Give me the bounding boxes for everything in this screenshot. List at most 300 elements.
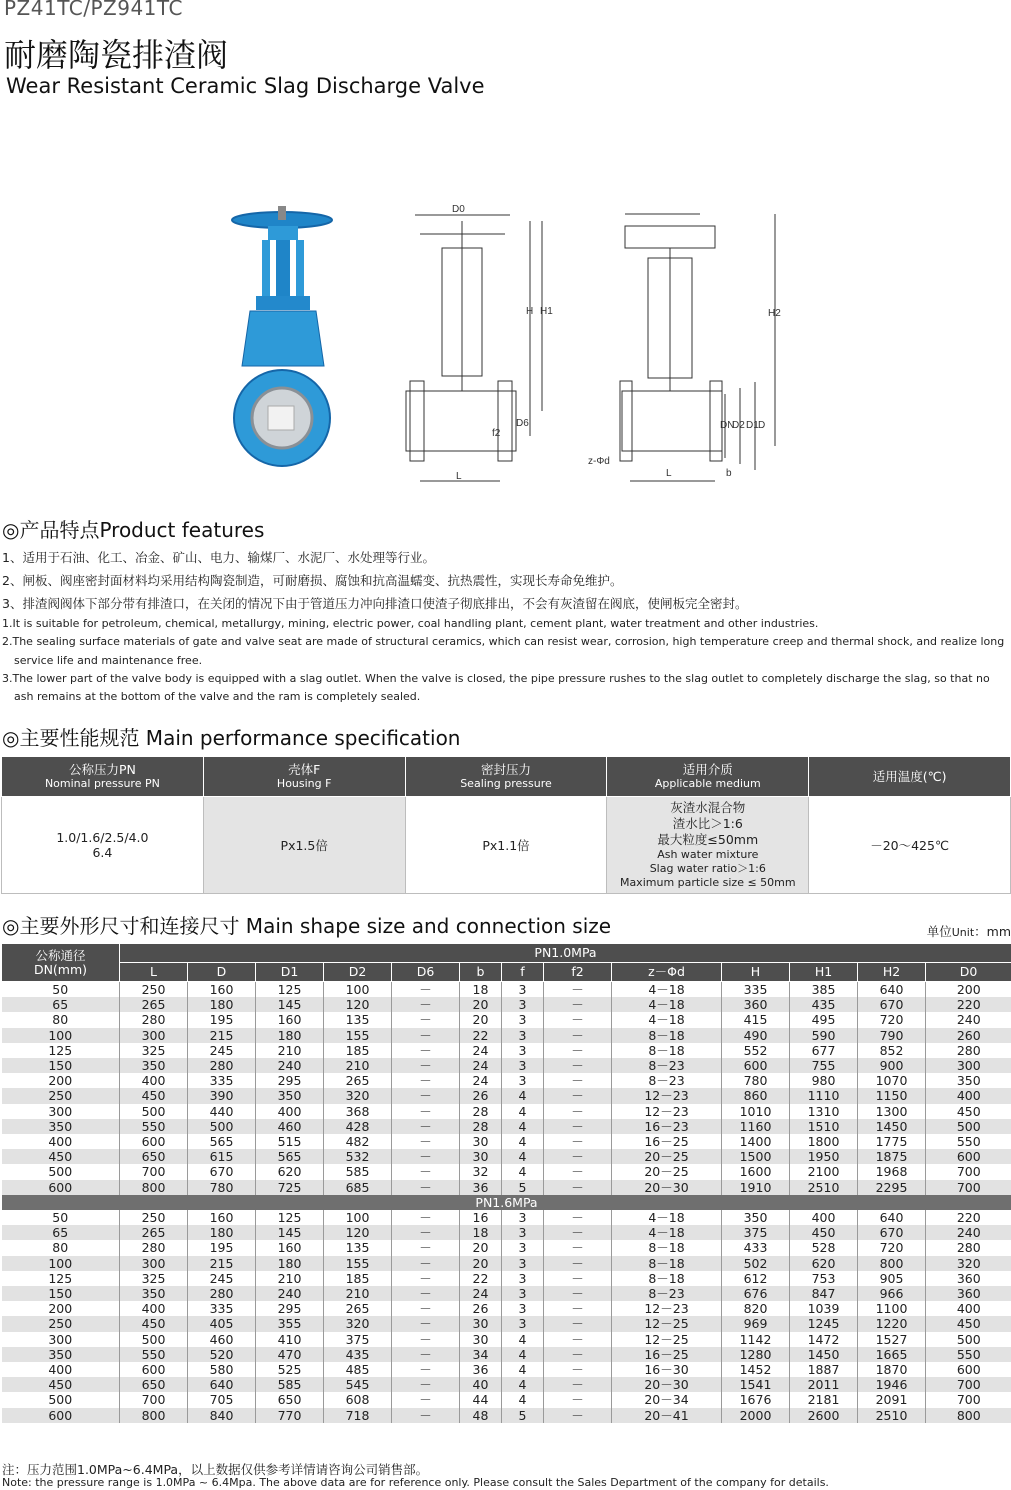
perf-header-pressure-cn: 公称压力PN — [68, 761, 136, 777]
table-cell: － — [392, 1240, 460, 1255]
table-cell: 608 — [324, 1392, 392, 1407]
table-cell: 125 — [48, 1042, 73, 1058]
table-cell: － — [544, 1377, 612, 1392]
table-cell: 8－18 — [612, 1043, 722, 1058]
table-cell: 800 — [120, 1408, 188, 1423]
table-cell: 410 — [256, 1332, 324, 1347]
table-cell: 720 — [858, 1240, 926, 1255]
note-en: Note: the pressure range is 1.0MPa ~ 6.4Mpa. The above data are for reference only. Please consult the Sales Department of the company for details. — [2, 1476, 829, 1489]
table-row — [2, 1240, 1011, 1255]
label-d1: D1 — [746, 420, 759, 431]
table-row — [2, 1043, 1011, 1058]
table-row — [2, 1301, 1011, 1316]
label-l-2: L — [666, 468, 672, 479]
table-cell: 500 — [926, 1119, 1011, 1134]
table-row — [2, 1256, 1011, 1271]
unit-mm: ：mm — [974, 924, 1011, 939]
table-cell: 1039 — [790, 1301, 858, 1316]
table-cell: 800 — [858, 1256, 926, 1271]
table-cell: 120 — [324, 997, 392, 1012]
perf-header-pressure — [2, 757, 204, 797]
label-h1: H1 — [540, 306, 553, 317]
table-cell: － — [392, 1043, 460, 1058]
table-cell: 36 — [460, 1180, 502, 1195]
table-cell: 360 — [926, 1286, 1011, 1301]
table-cell: 820 — [722, 1301, 790, 1316]
table-cell: 840 — [188, 1408, 256, 1423]
table-cell: 125 — [256, 1210, 324, 1225]
table-cell: 500 — [188, 1119, 256, 1134]
table-cell: 325 — [120, 1271, 188, 1286]
table-cell: 2100 — [790, 1164, 858, 1179]
table-cell: 800 — [926, 1408, 1011, 1423]
table-cell: － — [392, 1058, 460, 1073]
table-cell: 450 — [2, 1149, 120, 1164]
perf-header-medium-en: Applicable medium — [654, 776, 761, 790]
table-cell: 1527 — [858, 1332, 926, 1347]
table-cell: 670 — [188, 1164, 256, 1179]
table-cell: 250 — [2, 1088, 120, 1103]
table-cell: 1870 — [858, 1362, 926, 1377]
table-cell: 12－25 — [612, 1316, 722, 1331]
table-cell: － — [544, 1286, 612, 1301]
table-cell: 676 — [722, 1286, 790, 1301]
page-title-cn: 耐磨陶瓷排渣阀 — [4, 36, 229, 74]
table-cell: 528 — [790, 1240, 858, 1255]
table-cell: 5 — [502, 1408, 544, 1423]
table-cell: － — [392, 1104, 460, 1119]
table-cell: 450 — [2, 1377, 120, 1392]
table-cell: 400 — [926, 1301, 1011, 1316]
table-cell: 415 — [722, 1012, 790, 1027]
table-cell: 335 — [188, 1301, 256, 1316]
table-cell: 20 — [460, 1240, 502, 1255]
feature-cn-2: 2、闸板、阀座密封面材料均采用结构陶瓷制造，可耐磨损、腐蚀和抗高温蠕变、抗热震性，实现长寿命免维护。 — [2, 573, 623, 588]
table-cell: 720 — [858, 1012, 926, 1027]
table-cell: 685 — [324, 1180, 392, 1195]
table-cell: 16－25 — [612, 1134, 722, 1149]
column-header: L — [120, 963, 188, 982]
table-cell: － — [544, 1316, 612, 1331]
perf-header-sealing — [405, 757, 607, 797]
table-cell: 1110 — [790, 1088, 858, 1103]
table-cell: 24 — [460, 1058, 502, 1073]
perf-header-housing-en: Housing F — [276, 776, 332, 790]
table-cell: 300 — [48, 1331, 73, 1347]
table-row — [2, 1332, 1011, 1347]
table-cell: 428 — [324, 1119, 392, 1134]
table-cell: 245 — [188, 1043, 256, 1058]
table-cell: － — [544, 1134, 612, 1149]
table-cell: 1472 — [790, 1332, 858, 1347]
table-cell: 12－23 — [612, 1088, 722, 1103]
table-cell: 450 — [926, 1104, 1011, 1119]
valve-photo — [232, 206, 332, 466]
table-cell: － — [392, 1028, 460, 1043]
valve-drawing-manual — [406, 215, 542, 481]
table-cell: 705 — [188, 1392, 256, 1407]
table-cell: 500 — [120, 1332, 188, 1347]
perf-header-pressure-en: Nominal pressure PN — [44, 776, 160, 790]
table-cell: － — [392, 1362, 460, 1377]
table-cell: － — [392, 1392, 460, 1407]
table-cell: 1800 — [790, 1134, 858, 1149]
column-header: H — [722, 963, 790, 982]
table-cell: 1310 — [790, 1104, 858, 1119]
table-cell: 355 — [256, 1316, 324, 1331]
table-cell: 155 — [324, 1256, 392, 1271]
table-cell: 8－23 — [612, 1286, 722, 1301]
table-cell: － — [544, 1012, 612, 1027]
table-cell: 400 — [120, 1073, 188, 1088]
dn-header-en: DN(mm) — [33, 961, 88, 977]
table-cell: 280 — [188, 1286, 256, 1301]
table-cell: 135 — [324, 1012, 392, 1027]
table-cell: 400 — [790, 1210, 858, 1225]
table-cell: 725 — [256, 1180, 324, 1195]
table-cell: 220 — [926, 997, 1011, 1012]
table-cell: 450 — [790, 1225, 858, 1240]
column-header: H2 — [858, 963, 926, 982]
table-cell: 4－18 — [612, 982, 722, 998]
table-cell: 2510 — [790, 1180, 858, 1195]
table-cell: 753 — [790, 1271, 858, 1286]
table-cell: 350 — [2, 1119, 120, 1134]
table-cell: 3 — [502, 982, 544, 998]
table-cell: － — [544, 997, 612, 1012]
table-cell: 320 — [324, 1316, 392, 1331]
pn16-band — [2, 1195, 1011, 1210]
table-cell: 360 — [722, 997, 790, 1012]
column-header: D — [188, 963, 256, 982]
table-cell: 16－23 — [612, 1119, 722, 1134]
table-cell: 155 — [324, 1028, 392, 1043]
table-cell: 620 — [256, 1164, 324, 1179]
perf-header-housing-cn: 壳体F — [288, 761, 321, 777]
table-cell: － — [544, 1104, 612, 1119]
medium-cn-1: 灰渣水混合物 — [670, 800, 746, 815]
table-cell: 2000 — [722, 1408, 790, 1423]
table-cell: 250 — [120, 982, 188, 998]
table-cell: 8－23 — [612, 1058, 722, 1073]
table-cell: 265 — [324, 1301, 392, 1316]
table-cell: 4 — [502, 1119, 544, 1134]
label-l-1: L — [456, 471, 462, 482]
table-cell: 180 — [188, 1225, 256, 1240]
table-cell: － — [392, 1149, 460, 1164]
table-cell: 300 — [926, 1058, 1011, 1073]
unit-cn: 单位 — [926, 924, 952, 939]
table-cell: 3 — [502, 1028, 544, 1043]
medium-en-2: Slag water ratio＞1:6 — [649, 862, 766, 875]
table-cell: － — [392, 1256, 460, 1271]
table-cell: 2011 — [790, 1377, 858, 1392]
valve-illustrations — [220, 196, 800, 496]
table-cell: 12－23 — [612, 1301, 722, 1316]
table-cell: 405 — [188, 1316, 256, 1331]
table-cell: 40 — [460, 1377, 502, 1392]
pn16-label: PN1.6MPa — [2, 1195, 1011, 1210]
table-cell: 1946 — [858, 1377, 926, 1392]
medium-cn-2: 渣水比＞1:6 — [672, 816, 743, 831]
table-cell: 300 — [120, 1028, 188, 1043]
table-cell: 20－41 — [612, 1408, 722, 1423]
table-cell: 16－30 — [612, 1362, 722, 1377]
table-cell: 100 — [2, 1256, 120, 1271]
perf-pressure-line2: 6.4 — [92, 845, 113, 860]
table-cell: － — [392, 997, 460, 1012]
table-cell: 390 — [188, 1088, 256, 1103]
table-cell: 847 — [790, 1286, 858, 1301]
table-cell: 1300 — [858, 1104, 926, 1119]
table-cell: 200 — [48, 1073, 73, 1089]
table-cell: 1100 — [858, 1301, 926, 1316]
table-cell: 150 — [2, 1058, 120, 1073]
table-cell: 280 — [120, 1240, 188, 1255]
table-cell: 250 — [2, 1316, 120, 1331]
table-cell: － — [544, 1408, 612, 1423]
table-cell: 3 — [502, 1316, 544, 1331]
perf-header-sealing-cn: 密封压力 — [480, 761, 531, 777]
table-cell: 1600 — [722, 1164, 790, 1179]
table-cell: 375 — [722, 1225, 790, 1240]
features-list — [2, 546, 1010, 706]
perf-pressure-line1: 1.0/1.6/2.5/4.0 — [56, 830, 149, 845]
table-cell: 22 — [460, 1028, 502, 1043]
table-cell: 460 — [188, 1332, 256, 1347]
table-cell: 240 — [926, 1225, 1011, 1240]
table-cell: 5 — [502, 1180, 544, 1195]
table-cell: － — [392, 1164, 460, 1179]
table-cell: 240 — [256, 1058, 324, 1073]
table-cell: 3 — [502, 1301, 544, 1316]
table-cell: 3 — [502, 1058, 544, 1073]
table-cell: 852 — [858, 1043, 926, 1058]
perf-pressure — [2, 797, 204, 894]
table-cell: 4 — [502, 1332, 544, 1347]
medium-en-1: Ash water mixture — [657, 848, 759, 861]
table-cell: 4 — [502, 1088, 544, 1103]
table-cell: 16－25 — [612, 1347, 722, 1362]
table-cell: 20－30 — [612, 1377, 722, 1392]
table-cell: 1968 — [858, 1164, 926, 1179]
table-cell: － — [392, 1210, 460, 1225]
table-cell: 4－18 — [612, 1012, 722, 1027]
table-cell: 550 — [926, 1347, 1011, 1362]
feature-en-2: 2.The sealing surface materials of gate and valve seat are made of structural ceramics, which can resist wear, corrosion, high temperature creep and thermal shock, and realize long service life and maintenance free. — [2, 635, 1005, 667]
page-title-en: Wear Resistant Ceramic Slag Discharge Valve — [6, 74, 485, 98]
table-cell: 265 — [120, 997, 188, 1012]
table-cell: 800 — [120, 1180, 188, 1195]
table-cell: 700 — [926, 1180, 1011, 1195]
table-cell: 470 — [256, 1347, 324, 1362]
table-cell: 1500 — [722, 1149, 790, 1164]
table-cell: 450 — [120, 1088, 188, 1103]
table-cell: － — [392, 1134, 460, 1149]
table-cell: 210 — [256, 1271, 324, 1286]
column-header: D2 — [324, 963, 392, 982]
table-cell: 4 — [502, 1347, 544, 1362]
table-cell: 280 — [926, 1240, 1011, 1255]
table-cell: 4 — [502, 1104, 544, 1119]
table-cell: 900 — [858, 1058, 926, 1073]
table-cell: 160 — [188, 1210, 256, 1225]
perf-header-housing — [203, 757, 405, 797]
table-cell: － — [544, 1240, 612, 1255]
table-row — [2, 1088, 1011, 1103]
table-cell: 670 — [858, 1225, 926, 1240]
table-cell: 300 — [48, 1103, 73, 1119]
table-cell: 585 — [256, 1377, 324, 1392]
table-cell: 20 — [460, 1012, 502, 1027]
table-row — [2, 1362, 1011, 1377]
table-cell: 860 — [722, 1088, 790, 1103]
table-cell: 550 — [120, 1347, 188, 1362]
table-row — [2, 1058, 1011, 1073]
table-cell: 20－34 — [612, 1392, 722, 1407]
dimensions-table — [1, 943, 1011, 1423]
table-cell: 1070 — [858, 1073, 926, 1088]
table-cell: 20－25 — [612, 1164, 722, 1179]
table-cell: 265 — [324, 1073, 392, 1088]
table-cell: 350 — [120, 1286, 188, 1301]
perf-header-medium-cn: 适用介质 — [682, 761, 733, 777]
table-cell: 485 — [324, 1362, 392, 1377]
table-cell: 220 — [926, 1210, 1011, 1225]
table-cell: 20 — [460, 1256, 502, 1271]
table-cell: 1010 — [722, 1104, 790, 1119]
table-cell: 4 — [502, 1164, 544, 1179]
table-cell: 1775 — [858, 1134, 926, 1149]
table-cell: － — [392, 1332, 460, 1347]
table-cell: 1950 — [790, 1149, 858, 1164]
table-cell: 640 — [858, 1210, 926, 1225]
table-cell: 500 — [926, 1332, 1011, 1347]
table-cell: 1541 — [722, 1377, 790, 1392]
table-cell: 1887 — [790, 1362, 858, 1377]
table-cell: 30 — [460, 1149, 502, 1164]
table-cell: 700 — [120, 1392, 188, 1407]
table-cell: 24 — [460, 1073, 502, 1088]
table-cell: 65 — [2, 997, 120, 1012]
table-cell: － — [392, 1119, 460, 1134]
table-cell: 3 — [502, 1043, 544, 1058]
table-cell: 8－18 — [612, 1240, 722, 1255]
feature-en-1: 1.It is suitable for petroleum, chemical, metallurgy, mining, electric power, coal handling plant, cement plant, water treatment and other industries. — [2, 617, 819, 630]
table-cell: 280 — [120, 1012, 188, 1027]
table-cell: 532 — [324, 1149, 392, 1164]
table-cell: 700 — [120, 1164, 188, 1179]
table-cell: 28 — [460, 1104, 502, 1119]
medium-cn-3: 最大粒度≤50mm — [657, 832, 759, 847]
table-cell: 790 — [858, 1028, 926, 1043]
table-cell: 34 — [460, 1347, 502, 1362]
table-cell: 18 — [460, 982, 502, 998]
table-row — [2, 1271, 1011, 1286]
table-cell: 980 — [790, 1073, 858, 1088]
table-cell: 600 — [120, 1362, 188, 1377]
table-cell: 50 — [52, 1210, 69, 1226]
table-cell: － — [544, 1332, 612, 1347]
table-cell: 400 — [48, 1362, 73, 1378]
table-cell: 460 — [256, 1119, 324, 1134]
table-cell: 3 — [502, 1073, 544, 1088]
features-heading: ◎产品特点Product features — [2, 518, 265, 542]
table-cell: 400 — [48, 1134, 73, 1150]
table-cell: 670 — [858, 997, 926, 1012]
table-cell: 8－18 — [612, 1256, 722, 1271]
table-cell: 502 — [722, 1256, 790, 1271]
perf-header-medium — [607, 757, 809, 797]
table-cell: 280 — [188, 1058, 256, 1073]
table-cell: － — [544, 1347, 612, 1362]
table-cell: 482 — [324, 1134, 392, 1149]
table-cell: 1450 — [858, 1119, 926, 1134]
performance-heading: ◎主要性能规范 Main performance specification — [2, 726, 461, 750]
table-row — [2, 1134, 1011, 1149]
table-cell: － — [392, 1088, 460, 1103]
table-cell: 375 — [324, 1332, 392, 1347]
table-cell: 160 — [188, 982, 256, 998]
medium-en-3: Maximum particle size ≤ 50mm — [619, 876, 796, 889]
table-cell: 3 — [502, 1271, 544, 1286]
table-cell: 200 — [926, 982, 1011, 998]
table-cell: 20 — [460, 997, 502, 1012]
table-cell: 770 — [256, 1408, 324, 1423]
table-cell: － — [544, 1119, 612, 1134]
table-cell: 600 — [926, 1362, 1011, 1377]
table-cell: 24 — [460, 1286, 502, 1301]
table-cell: 260 — [926, 1028, 1011, 1043]
table-cell: 905 — [858, 1271, 926, 1286]
table-cell: 28 — [460, 1119, 502, 1134]
table-cell: 650 — [256, 1392, 324, 1407]
table-cell: 969 — [722, 1316, 790, 1331]
table-cell: 100 — [324, 982, 392, 998]
table-cell: 550 — [120, 1119, 188, 1134]
table-cell: 22 — [460, 1271, 502, 1286]
table-cell: 100 — [324, 1210, 392, 1225]
table-cell: 44 — [460, 1392, 502, 1407]
table-cell: 8－18 — [612, 1028, 722, 1043]
table-cell: 125 — [48, 1270, 73, 1286]
column-header: H1 — [790, 963, 858, 982]
table-cell: － — [392, 1180, 460, 1195]
table-row — [2, 1180, 1011, 1195]
table-cell: 600 — [926, 1149, 1011, 1164]
table-cell: 1910 — [722, 1180, 790, 1195]
table-cell: － — [544, 1301, 612, 1316]
label-dn: DN — [720, 420, 735, 431]
valve-drawing-electric — [620, 214, 775, 481]
table-cell: 500 — [48, 1392, 73, 1408]
table-cell: 195 — [188, 1240, 256, 1255]
table-cell: 50 — [52, 982, 69, 997]
table-cell: － — [544, 1058, 612, 1073]
perf-sealing: Px1.1倍 — [405, 797, 607, 894]
table-cell: 180 — [256, 1256, 324, 1271]
table-cell: － — [392, 1408, 460, 1423]
table-cell: 20－30 — [612, 1180, 722, 1195]
table-row — [2, 1286, 1011, 1301]
table-row — [2, 1377, 1011, 1392]
table-cell: 500 — [48, 1164, 73, 1180]
table-cell: 1450 — [790, 1347, 858, 1362]
label-d: D — [758, 420, 766, 431]
table-cell: 1676 — [722, 1392, 790, 1407]
table-cell: 368 — [324, 1104, 392, 1119]
table-cell: 200 — [48, 1301, 73, 1317]
